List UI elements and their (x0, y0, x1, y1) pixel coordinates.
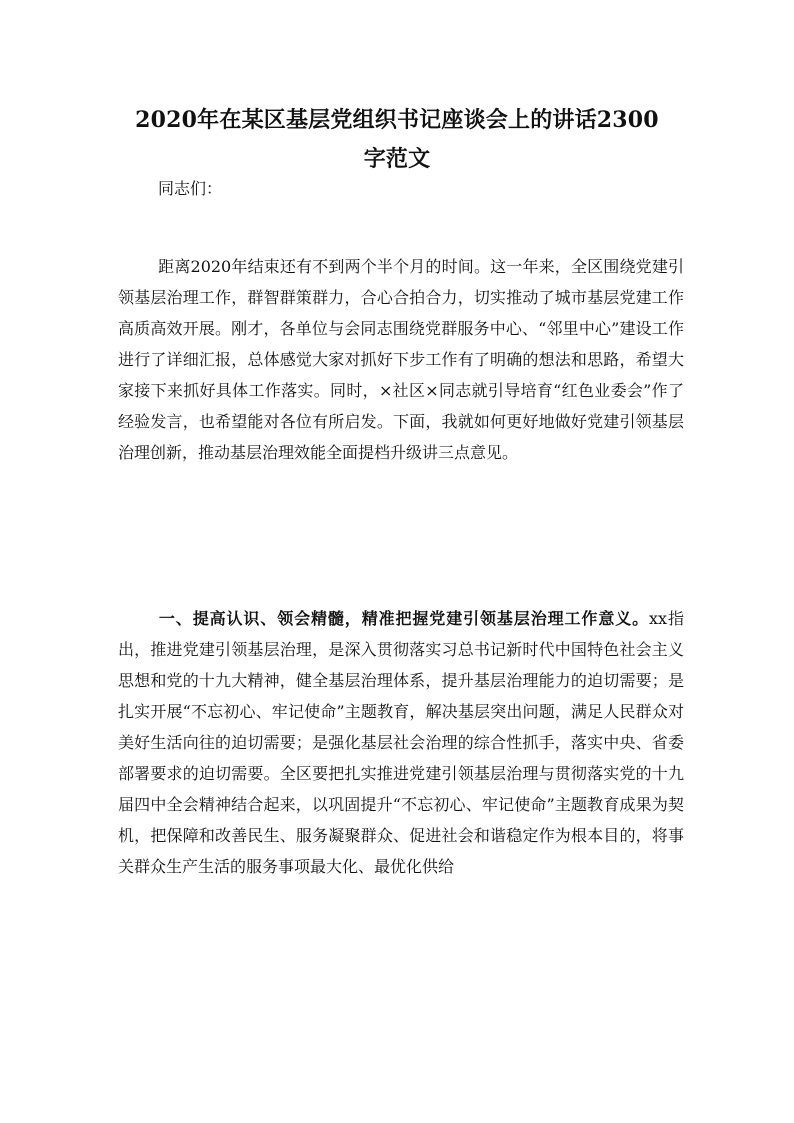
document-title-line2: 字范文 (363, 146, 431, 172)
document-title (110, 101, 684, 179)
paragraph-section-1 (118, 603, 684, 882)
section-1-body: xx指出，推进党建引领基层治理，是深入贯彻落实习总书记新时代中国特色社会主义思想和党的十九大精神，健全基层治理体系，提升基层治理能力的迫切需要；是扎实开展“不忘初心、牢记使命”主题教育，解决基层突出问题，满足人民群众对美好生活向往的迫切需要；是强化基层社会治理的综合性抓手，落实中央、省委部署要求的迫切需要。全区要把扎实推进党建引领基层治理与贯彻落实党的十九届四中全会精神结合起来，以巩固提升“不忘初心、牢记使命”主题教育成果为契机，把保障和改善民生、服务凝聚群众、促进社会和谐稳定作为根本目的，将事关群众生产生活的服务事项最大化、最优化供给 (118, 609, 684, 876)
document-title-line1: 2020年在某区基层党组织书记座谈会上的讲话2300 (135, 107, 659, 133)
paragraph-intro (118, 251, 684, 468)
paragraph-intro-text: 距离2020年结束还有不到两个半个月的时间。这一年来，全区围绕党建引领基层治理工作，群智群策群力，合心合拍合力，切实推动了城市基层党建工作高质高效开展。刚才，各单位与会同志围绕党群服务中心、“邻里中心”建设工作进行了详细汇报，总体感觉大家对抓好下步工作有了明确的想法和思路，希望大家接下来抓好具体工作落实。同时，×社区×同志就引导培育“红色业委会”作了经验发言，也希望能对各位有所启发。下面，我就如何更好地做好党建引领基层治理创新，推动基层治理效能全面提档升级讲三点意见。 (118, 257, 684, 462)
salutation: 同志们： (158, 179, 223, 198)
section-1-heading: 一、提高认识、领会精髓，精准把握党建引领基层治理工作意义。 (158, 609, 650, 628)
